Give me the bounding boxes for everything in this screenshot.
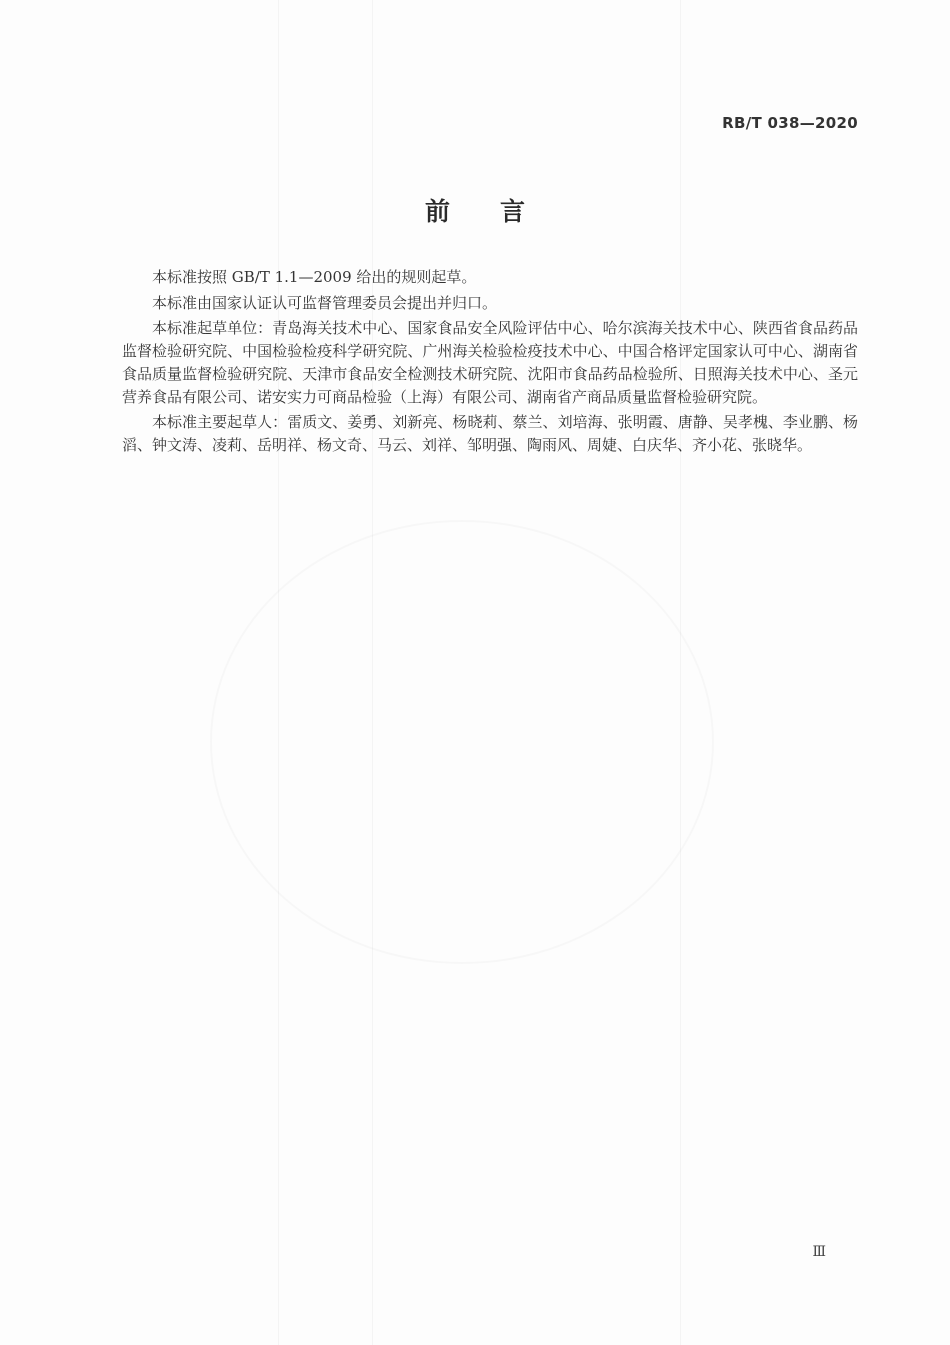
title-char-2: 言 (500, 197, 526, 226)
page-number: Ⅲ (812, 1244, 826, 1260)
paragraph-proposer: 本标准由国家认证认可监督管理委员会提出并归口。 (152, 293, 498, 312)
paragraph-drafting-rules: 本标准按照 GB/T 1.1—2009 给出的规则起草。 (152, 268, 477, 286)
document-code: RB/T 038—2020 (722, 114, 858, 132)
paragraph-drafting-units: 本标准起草单位：青岛海关技术中心、国家食品安全风险评估中心、哈尔滨海关技术中心、陕西省食品药品监督检验研究院、中国检验检疫科学研究院、广州海关检验检疫技术中心、中国合格评定国家认可中心、湖南省食品质量监督检验研究院、天津市食品安全检测技术研究院、沈阳市食品药品检验所、日照海关技术中心、圣元营养食品有限公司、诺安实力可商品检验（上海）有限公司、湖南省产商品质量监督检验研究院。 (122, 319, 858, 406)
title-char-1: 前 (424, 197, 450, 226)
watermark-seal (210, 520, 714, 964)
page-title (0, 192, 950, 228)
paragraph-drafters: 本标准主要起草人：雷质文、姜勇、刘新亮、杨晓莉、蔡兰、刘培海、张明霞、唐静、吴孝槐、李业鹏、杨滔、钟文涛、凌莉、岳明祥、杨文奇、马云、刘祥、邹明强、陶雨风、周婕、白庆华、齐小花、张晓华。 (122, 413, 858, 454)
foreword-body (122, 266, 858, 460)
